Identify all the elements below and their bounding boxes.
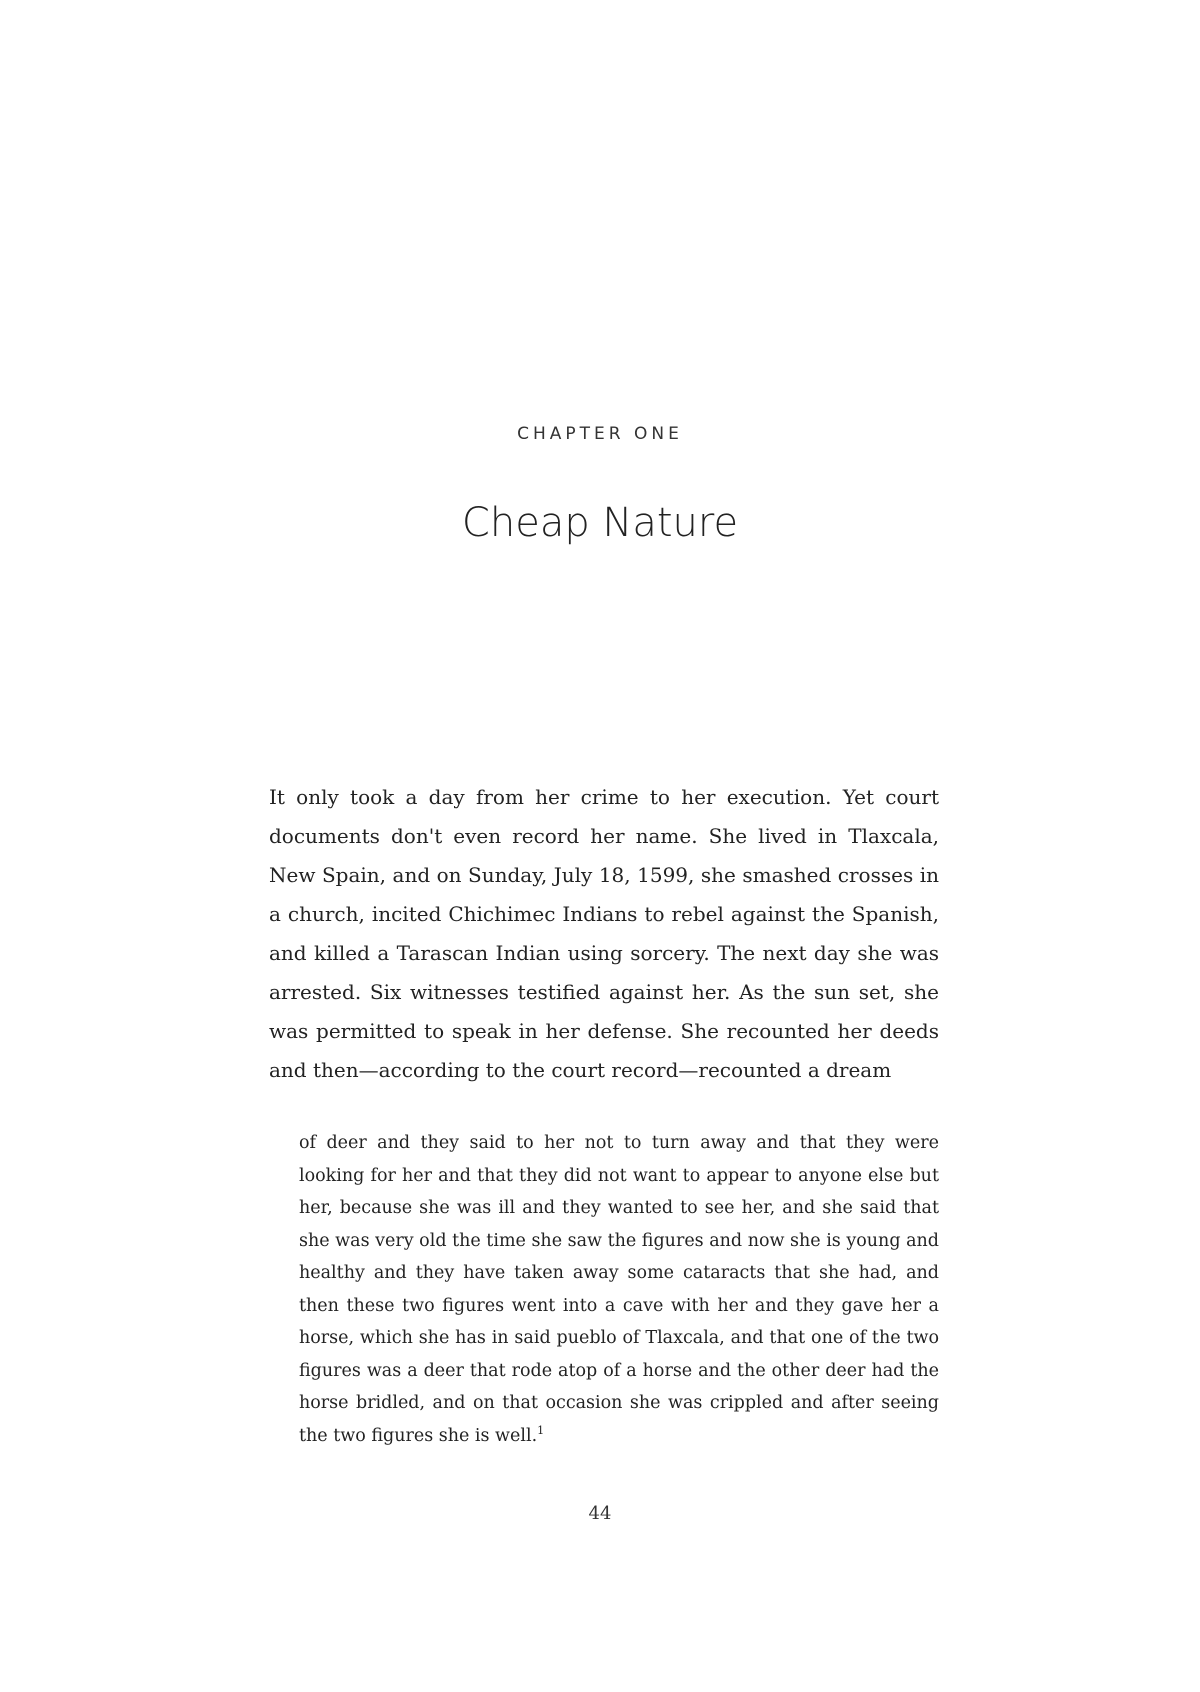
block-quote	[299, 1127, 939, 1452]
block-quote-text: of deer and they said to her not to turn away and that they were looking for her and that they did not want to appear to anyone else but her, because she was ill and they wanted to see her, and she said that she was very old the time she saw the figures and now she is young and healthy and they have taken away some cataracts that she had, and then these two figures went into a cave with her and they gave her a horse, which she has in said pueblo of Tlaxcala, and that one of the two figures was a deer that rode atop of a horse and the other deer had the horse bridled, and on that occasion she was crippled and after seeing the two figures she is well.	[299, 1133, 939, 1446]
chapter-label: CHAPTER ONE	[517, 424, 683, 444]
footnote-reference[interactable]: 1	[537, 1423, 545, 1437]
page-number: 44	[588, 1503, 612, 1524]
chapter-title: Cheap Nature	[461, 500, 739, 546]
body-paragraph: It only took a day from her crime to her execution. Yet court documents don't even record her name. She lived in Tlaxcala, New Spain, and on Sunday, July 18, 1599, she smashed crosses in a church, incited Chichimec Indians to rebel against the Spanish, and killed a Tarascan Indian using sorcery. The next day she was arrested. Six witnesses testified against her. As the sun set, she was permitted to speak in her defense. She recounted her deeds and then—according to the court record—recounted a dream	[269, 785, 939, 1082]
